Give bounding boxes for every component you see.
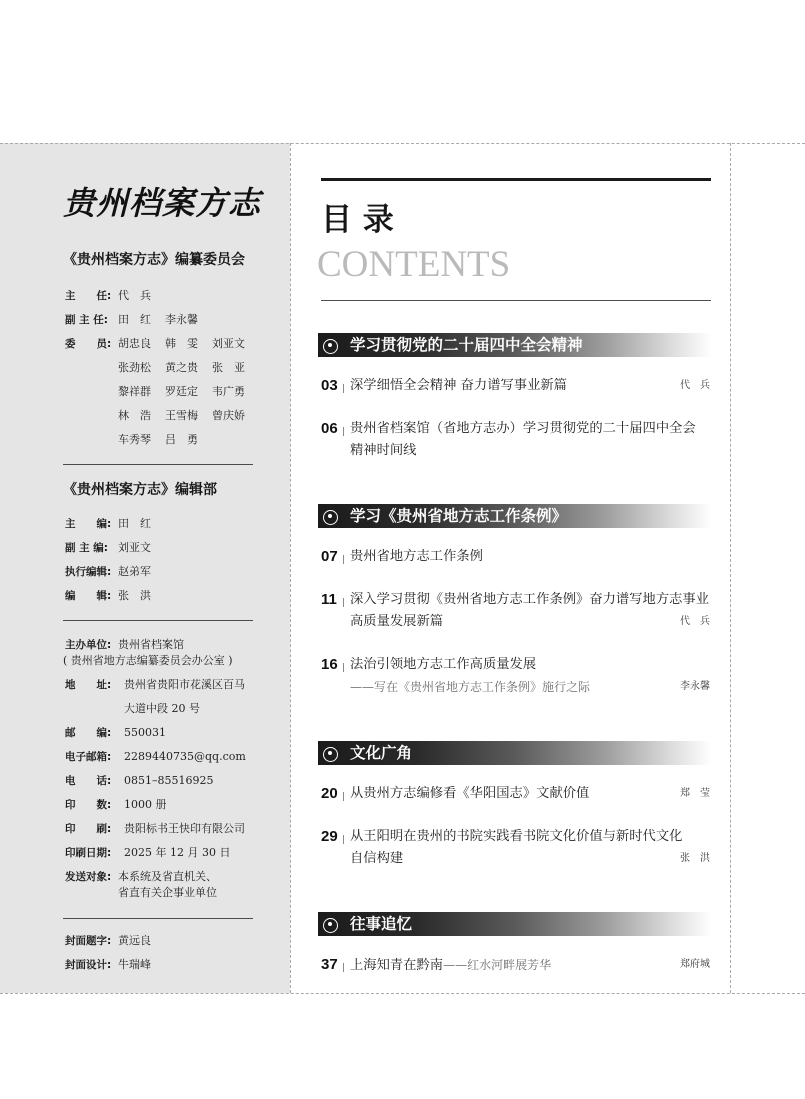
recipients-line: 省直有关企事业单位 [118, 886, 217, 899]
toc-entry [321, 589, 711, 633]
row-label: 主 任: [65, 290, 112, 302]
credit-row [65, 953, 265, 977]
entry-line [350, 611, 711, 633]
entry-line [350, 418, 711, 440]
page-separator [342, 826, 350, 870]
entry-title: 高质量发展新篇 [350, 614, 444, 629]
member-name: 林 浩 [118, 409, 151, 422]
section-header [318, 741, 711, 765]
page-separator [342, 954, 350, 977]
section-header [318, 333, 711, 357]
right-trim-line [730, 143, 731, 993]
row-value: 刘亚文 [118, 541, 151, 554]
member-name: 韩 雯 [165, 337, 198, 350]
row-label: 印刷日期: [65, 847, 112, 859]
entry-line [350, 826, 711, 848]
row-value: 黄远良 [118, 934, 151, 947]
toc-entry [321, 546, 711, 568]
entry-author: 代 兵 [680, 616, 710, 627]
row-value: 2289440735@qq.com [124, 750, 246, 763]
masthead-divider [63, 918, 253, 919]
member-name: 曾庆娇 [212, 409, 245, 422]
member-name: 李永馨 [165, 313, 198, 326]
entry-author: 李永馨 [680, 681, 710, 692]
row-label: 委 员: [65, 338, 112, 350]
row-value: 1000 册 [124, 798, 167, 811]
toc-entry [321, 654, 711, 699]
row-label: 地 址: [65, 679, 112, 691]
page-number: 07 [321, 548, 338, 565]
top-trim-line [0, 143, 805, 144]
member-name: 张劲松 [118, 361, 151, 374]
toc-section [318, 912, 711, 977]
address-line: 大道中段 20 号 [124, 702, 200, 715]
entry-body [350, 654, 711, 699]
entry-title: 从王阳明在贵州的书院实践看书院文化价值与新时代文化 [350, 829, 683, 844]
entry-title: 贵州省地方志工作条例 [350, 549, 483, 564]
entry-body [350, 589, 711, 633]
member-name: 田 红 [118, 313, 151, 326]
name-group [118, 284, 259, 308]
page-separator [342, 546, 350, 568]
committee-row-director [65, 284, 265, 308]
masthead-divider [63, 620, 253, 621]
editors-list [65, 512, 265, 608]
entry-body [350, 418, 711, 462]
entry-author: 郑 莹 [680, 788, 710, 799]
section-header [318, 504, 711, 528]
entry-title: 精神时间线 [350, 443, 417, 458]
entry-title: 从贵州方志编修看《华阳国志》文献价值 [350, 786, 590, 801]
member-name: 黄之贵 [165, 361, 198, 374]
toc-section [318, 333, 711, 462]
page-number: 06 [321, 420, 338, 437]
info-row-postcode [65, 721, 265, 745]
info-row-printer [65, 817, 265, 841]
entry-body [350, 546, 711, 568]
page-separator [342, 375, 350, 397]
committee-row-members [65, 332, 265, 452]
entry-line [350, 954, 711, 977]
entry-line [350, 783, 711, 805]
entry-line [350, 654, 711, 676]
entry-line [350, 848, 711, 870]
row-value [118, 869, 217, 901]
page-separator [342, 589, 350, 633]
editor-row [65, 584, 265, 608]
row-label: 发送对象: [65, 871, 112, 883]
entry-author: 代 兵 [680, 380, 710, 391]
editorial-heading: 《贵州档案方志》编辑部 [63, 482, 217, 498]
row-label: 印 数: [65, 799, 112, 811]
editor-row [65, 560, 265, 584]
toc-subtitle: CONTENTS [317, 244, 511, 285]
row-label: 电子邮箱: [65, 751, 112, 763]
magazine-logo: 贵州档案方志 [63, 184, 262, 222]
committee-heading: 《贵州档案方志》编纂委员会 [63, 252, 245, 268]
row-label: 主 编: [65, 518, 112, 530]
committee-list [65, 284, 265, 452]
info-row-phone [65, 769, 265, 793]
page-separator [342, 783, 350, 805]
entry-title: 深入学习贯彻《贵州省地方志工作条例》奋力谱写地方志事业 [350, 592, 710, 607]
row-label: 印 刷: [65, 823, 112, 835]
entry-title: 自信构建 [350, 851, 404, 866]
section-title: 学习贯彻党的二十届四中全会精神 [350, 336, 583, 354]
row-label: 主办单位: [65, 639, 112, 651]
section-header [318, 912, 711, 936]
row-value: 贵州省档案馆 [118, 638, 184, 651]
toc-entry [321, 418, 711, 462]
section-entries [318, 765, 711, 870]
toc-section [318, 741, 711, 870]
committee-row-deputy [65, 308, 265, 332]
entry-body [350, 375, 711, 397]
info-row-print-run [65, 793, 265, 817]
publication-info [65, 637, 265, 901]
entry-title: 深学细悟全会精神 奋力谱写事业新篇 [350, 378, 567, 393]
member-name: 车秀琴 [118, 433, 151, 446]
entry-line [350, 375, 711, 397]
row-label: 封面设计: [65, 959, 112, 971]
entry-title: 上海知青在黔南 [350, 958, 444, 973]
section-title: 往事追忆 [350, 915, 413, 933]
row-label: 封面题字: [65, 935, 112, 947]
row-label: 副 主 任: [65, 314, 109, 326]
section-title: 文化广角 [350, 744, 413, 762]
entry-title: 贵州省档案馆（省地方志办）学习贯彻党的二十届四中全会 [350, 421, 696, 436]
row-label: 编 辑: [65, 590, 112, 602]
double-circle-icon [323, 741, 350, 765]
page-number: 20 [321, 785, 338, 802]
sponsor-note: ( 贵州省地方志编纂委员会办公室 ) [63, 654, 233, 667]
info-row-email [65, 745, 265, 769]
entry-line [350, 676, 711, 699]
row-label: 电 话: [65, 775, 112, 787]
entry-title: 法治引领地方志工作高质量发展 [350, 657, 537, 672]
info-row-print-date [65, 841, 265, 865]
entry-author: 郑府城 [680, 959, 710, 970]
name-group [118, 332, 259, 452]
toc-entry [321, 375, 711, 397]
double-circle-icon [323, 504, 350, 528]
toc-title: 目 录 [321, 202, 394, 238]
page-number: 11 [321, 591, 337, 608]
row-label: 副 主 编: [65, 542, 109, 554]
row-value: 550031 [124, 726, 166, 739]
cover-credits [65, 929, 265, 977]
section-entries [318, 936, 711, 977]
panel-fold-line [290, 143, 291, 993]
page-number: 16 [321, 656, 338, 673]
member-name: 罗廷定 [165, 385, 198, 398]
entry-subtitle: ——写在《贵州省地方志工作条例》施行之际 [350, 680, 591, 694]
member-name: 韦广勇 [212, 385, 245, 398]
entry-author: 张 洪 [680, 853, 710, 864]
address-line: 贵州省贵阳市花溪区百马 [124, 678, 245, 691]
masthead-divider [63, 464, 253, 465]
row-value [124, 673, 245, 721]
recipients-block [65, 869, 265, 901]
member-name: 王雪梅 [165, 409, 198, 422]
toc-top-rule [321, 178, 711, 181]
page-number: 29 [321, 828, 338, 845]
toc-header-rule [321, 300, 711, 301]
entry-body [350, 954, 711, 977]
member-name: 黎祥群 [118, 385, 151, 398]
row-value: 0851–85516925 [124, 774, 214, 787]
member-name: 代 兵 [118, 289, 151, 302]
sponsor-block [65, 637, 265, 669]
bottom-trim-line [0, 993, 805, 994]
row-label: 邮 编: [65, 727, 112, 739]
info-row-sponsor [65, 637, 265, 653]
info-row-recipients [65, 869, 265, 901]
member-name: 刘亚文 [212, 337, 245, 350]
entry-subtitle: ——红水河畔展芳华 [443, 958, 552, 972]
row-value: 田 红 [118, 517, 151, 530]
member-name: 张 亚 [212, 361, 245, 374]
row-value: 贵阳标书王快印有限公司 [124, 822, 245, 835]
credit-row [65, 929, 265, 953]
entry-line [350, 546, 711, 568]
row-value: 2025 年 12 月 30 日 [124, 846, 231, 859]
row-value: 牛瑞峰 [118, 958, 151, 971]
entry-body [350, 783, 711, 805]
name-group [118, 308, 259, 332]
recipients-line: 本系统及省直机关、 [118, 870, 217, 883]
entry-line [350, 440, 711, 462]
toc-entry [321, 826, 711, 870]
info-row-address [65, 673, 265, 721]
toc-entry [321, 783, 711, 805]
row-value: 赵弟军 [118, 565, 151, 578]
member-name: 胡忠良 [118, 337, 151, 350]
section-title: 学习《贵州省地方志工作条例》 [350, 507, 568, 525]
page-number: 03 [321, 377, 338, 394]
page-separator [342, 654, 350, 699]
toc-entry [321, 954, 711, 977]
page-number: 37 [321, 956, 338, 973]
toc-list [318, 333, 711, 977]
double-circle-icon [323, 333, 350, 357]
editor-row [65, 512, 265, 536]
row-label: 执行编辑: [65, 566, 112, 578]
row-value: 张 洪 [118, 589, 151, 602]
member-name: 吕 勇 [165, 433, 198, 446]
editor-row [65, 536, 265, 560]
page-separator [342, 418, 350, 462]
entry-line [350, 589, 711, 611]
entry-body [350, 826, 711, 870]
double-circle-icon [323, 912, 350, 936]
section-entries [318, 357, 711, 462]
toc-section [318, 504, 711, 699]
section-entries [318, 528, 711, 699]
